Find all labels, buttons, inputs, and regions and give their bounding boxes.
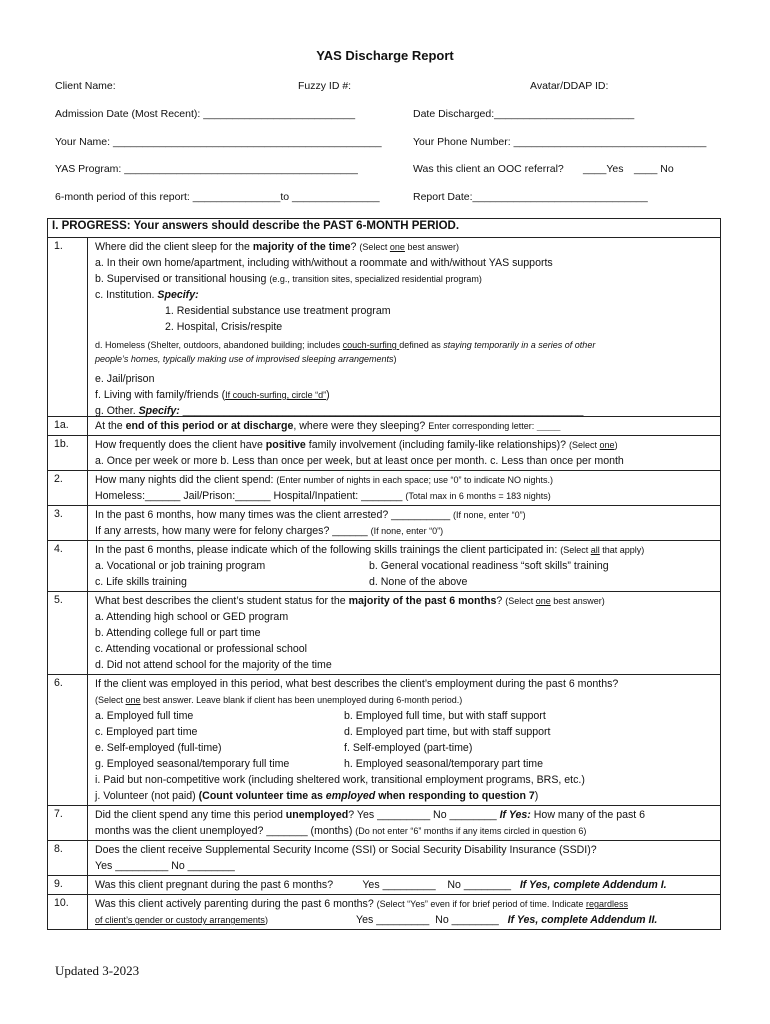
option-i[interactable]: i. Paid but non-competitive work (including sheltered work, transitional employment programs, BRS, etc.) [95, 774, 585, 786]
option-e[interactable]: e. Jail/prison [95, 373, 155, 385]
option-g[interactable]: g. Other. Specify: ____________________________________________________________________ [95, 405, 584, 417]
phone-number-field[interactable]: Your Phone Number: _________________________________ [413, 136, 707, 148]
your-name-field[interactable]: Your Name: ______________________________________________ [55, 136, 382, 148]
parenting-yes-no-field[interactable]: of client’s gender or custody arrangements) Yes _________ No ________ If Yes, complete Addendum II. [95, 914, 658, 926]
option-a[interactable]: a. Employed full time [95, 710, 194, 722]
option-g[interactable]: g. Employed seasonal/temporary full time [95, 758, 290, 770]
option-d[interactable]: d. None of the above [369, 576, 468, 588]
option-c[interactable]: c. Institution. Specify: [95, 289, 199, 301]
option-b[interactable]: b. Attending college full or part time [95, 627, 261, 639]
option-d[interactable]: d. Did not attend school for the majority of the time [95, 659, 332, 671]
avatar-id-label: Avatar/DDAP ID: [530, 80, 609, 92]
question-9: 9. Was this client pregnant during the past 6 months? Yes _________ No ________ If Yes, complete Addendum I. [48, 875, 720, 894]
option-c2[interactable]: 2. Hospital, Crisis/respite [165, 321, 283, 333]
question-1: 1. Where did the client sleep for the majority of the time? (Select one best answer) a. In their own home/apartment, including with/without a roommate and with/without YAS supports b. Supervised or transitional housing (e.g., transition sites, specialized residential program) c. Institution. Specify: 1. Residential substance use treatment program 2. Hospital, Crisis/respite d. Homeless (Shelter, outdoors, abandoned building; includes couch-surfing defined as staying temporarily in a series of other people’s homes, typically making use of improvised sleeping arrangements) e. Jail/prison f. Living with family/friends (If couch-surfing, circle “d”) g. Other. Specify: ____________________________________________________________________ [48, 238, 720, 416]
option-d[interactable]: d. Homeless (Shelter, outdoors, abandoned building; includes couch-surfing defined as staying temporarily in a series of other [95, 340, 596, 350]
nights-fields[interactable]: Homeless:______ Jail/Prison:______ Hospital/Inpatient: _______ (Total max in 6 months = 183 nights) [95, 490, 551, 502]
fuzzy-id-label: Fuzzy ID #: [298, 80, 352, 92]
option-d[interactable]: d. Employed part time, but with staff support [344, 726, 551, 738]
ooc-yes-field[interactable]: ____Yes [583, 163, 624, 175]
option-b[interactable]: b. Employed full time, but with staff support [344, 710, 546, 722]
ooc-referral-label: Was this client an OOC referral? [413, 163, 564, 175]
pregnant-yes-no-field[interactable]: Was this client pregnant during the past 6 months? Yes _________ No ________ If Yes, complete Addendum I. [95, 879, 667, 891]
question-8: 8. Does the client receive Supplemental Security Income (SSI) or Social Security Disability Insurance (SSDI)? Yes _________ No ________ [48, 840, 720, 875]
question-1b: 1b. How frequently does the client have positive family involvement (including family-like relationships)? (Select one) a. Once per week or more b. Less than once per week, but at least once per month. c. Less than once per month [48, 435, 720, 470]
question-3: 3. In the past 6 months, how many times was the client arrested? __________ (If none, enter “0”) If any arrests, how many were for felony charges? ______ (If none, enter “0”) [48, 505, 720, 540]
option-f[interactable]: f. Self-employed (part-time) [344, 742, 473, 754]
option-f[interactable]: f. Living with family/friends (If couch-surfing, circle “d”) [95, 389, 330, 401]
question-7: 7. Did the client spend any time this period unemployed? Yes _________ No ________ If Yes: How many of the past 6 months was the client unemployed? _______ (months) (Do not enter “6” months if any items circled in question 6) [48, 805, 720, 840]
admission-date-field[interactable]: Admission Date (Most Recent): __________________________ [55, 108, 356, 120]
progress-table [47, 218, 721, 930]
question-4: 4. In the past 6 months, please indicate which of the following skills trainings the client participated in: (Select all that apply) a. Vocational or job training program b. General vocational readiness “soft skills” training c. Life skills training d. None of the above [48, 540, 720, 591]
report-period-field[interactable]: 6-month period of this report: _______________to _______________ [55, 191, 380, 203]
footer-updated: Updated 3-2023 [55, 963, 140, 978]
option-c[interactable]: c. Employed part time [95, 726, 198, 738]
question-10: 10. Was this client actively parenting during the past 6 months? (Select “Yes” even if for brief period of time. Indicate regardless of client’s gender or custody arrangements) Yes _________ No ________ If Yes, complete Addendum II. [48, 894, 720, 929]
client-name-label: Client Name: [55, 80, 116, 92]
option-a[interactable]: a. In their own home/apartment, including with/without a roommate and with/without YAS supports [95, 257, 553, 269]
option-h[interactable]: h. Employed seasonal/temporary part time [344, 758, 544, 770]
option-e[interactable]: e. Self-employed (full-time) [95, 742, 222, 754]
option-a[interactable]: a. Attending high school or GED program [95, 611, 289, 623]
question-5: 5. What best describes the client’s student status for the majority of the past 6 months? (Select one best answer) a. Attending high school or GED program b. Attending college full or part time c. Attending vocational or professional school d. Did not attend school for the majority of the time [48, 591, 720, 674]
option-c[interactable]: c. Life skills training [95, 576, 187, 588]
ooc-no-field[interactable]: ____ No [634, 163, 674, 175]
months-unemployed-field[interactable]: months was the client unemployed? _______ (months) (Do not enter “6” months if any items circled in question 6) [95, 825, 587, 837]
frequency-options[interactable]: a. Once per week or more b. Less than once per week, but at least once per month. c. Less than once per month [95, 455, 624, 467]
yas-program-field[interactable]: YAS Program: ________________________________________ [55, 163, 358, 175]
option-c1[interactable]: 1. Residential substance use treatment program [165, 305, 391, 317]
question-1a: 1a. At the end of this period or at discharge, where were they sleeping? Enter corresponding letter: ____ [48, 416, 720, 435]
option-a[interactable]: a. Vocational or job training program [95, 560, 266, 572]
question-6: 6. If the client was employed in this period, what best describes the client’s employment during the past 6 months? (Select one best answer. Leave blank if client has been unemployed during 6-month period.) a. Employed full time b. Employed full time, but with staff support c. Employed part time d. Employed part time, but with staff support e. Self-employed (full-time) f. Self-employed (part-time) g. Employed seasonal/temporary full time h. Employed seasonal/temporary part time i. Paid but non-competitive work (including sheltered work, transitional employment programs, BRS, etc.) j. Volunteer (not paid) (Count volunteer time as employed when responding to question 7) [48, 674, 720, 805]
ssi-yes-no-field[interactable]: Yes _________ No ________ [95, 860, 235, 872]
option-j[interactable]: j. Volunteer (not paid) (Count volunteer time as employed when responding to question 7) [95, 790, 539, 802]
felony-field[interactable]: If any arrests, how many were for felony charges? ______ (If none, enter “0”) [95, 525, 444, 537]
option-b[interactable]: b. Supervised or transitional housing (e.g., transition sites, specialized residential program) [95, 273, 482, 285]
option-b[interactable]: b. General vocational readiness “soft skills” training [369, 560, 609, 572]
option-c[interactable]: c. Attending vocational or professional school [95, 643, 308, 655]
question-2: 2. How many nights did the client spend: (Enter number of nights in each space; use “0” to indicate NO nights.) Homeless:______ Jail/Prison:______ Hospital/Inpatient: _______ (Total max in 6 months = 183 nights) [48, 470, 720, 505]
unemployed-field[interactable]: Did the client spend any time this period unemployed? Yes _________ No ________ If Yes: How many of the past 6 [95, 809, 646, 821]
report-date-field[interactable]: Report Date:______________________________ [413, 191, 648, 203]
arrests-field[interactable]: In the past 6 months, how many times was the client arrested? __________ (If none, enter “0”) [95, 509, 526, 521]
section-title: I. PROGRESS: Your answers should describe the PAST 6-MONTH PERIOD. [48, 219, 720, 238]
document-title: YAS Discharge Report [316, 48, 454, 63]
question-number: 1. [48, 238, 88, 416]
date-discharged-field[interactable]: Date Discharged:________________________ [413, 108, 635, 120]
